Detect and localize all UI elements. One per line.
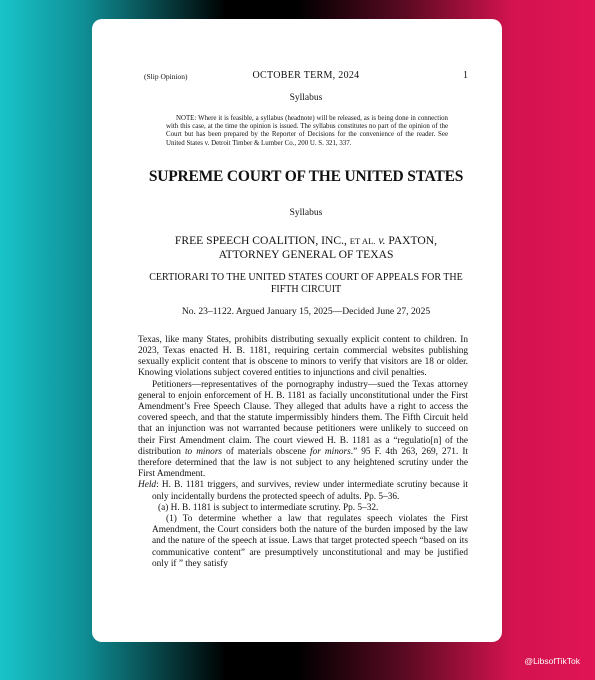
page-number: 1 — [463, 70, 468, 81]
slip-opinion-label: (Slip Opinion) — [144, 72, 188, 81]
respondent-title: ATTORNEY GENERAL OF TEXAS — [218, 247, 394, 261]
procedural-text-1: Petitioners—representatives of the pornography industry—sued the Texas attorney general to enjoin enforcement of H. B. 1181 as facially unconstitutional under the First Amendment’s Free Speech Clause. They alleged that adults have a right to access the covered speech, and that the statute impermissibly hinders them. The Fifth Circuit held that an injunction was not warranted because petitioners were unlikely to succeed on their First Amendment claim. The court viewed H. B. 1181 as a “regulatio[n] of the distribution — [138, 379, 468, 457]
source-handle: @LibsofTikTok — [524, 656, 580, 666]
certiorari-line: CERTIORARI TO THE UNITED STATES COURT OF APPEALS FOR THE FIFTH CIRCUIT — [149, 271, 463, 295]
docket-line: No. 23–1122. Argued January 15, 2025—Decided June 27, 2025 — [181, 305, 431, 317]
paragraph-procedural-history — [138, 380, 468, 481]
respondent-name: PAXTON, — [388, 233, 438, 247]
case-caption — [144, 234, 468, 262]
syllabus-heading-top: Syllabus — [289, 93, 323, 103]
paragraph-point-a: (a) H. B. 1181 is subject to intermediate scrutiny. Pp. 5–32. — [158, 502, 379, 513]
paragraph-facts: Texas, like many States, prohibits distributing sexually explicit content to children. In 2023, Texas enacted H. B. 1181, requiring certain commercial websites publishing sexually explicit content that is obscene to minors to verify that visitors are 18 or older. Knowing violations subject covered entities to injunctions and civil penalties. — [138, 334, 468, 379]
syllabus-heading: Syllabus — [289, 207, 323, 218]
running-header — [144, 69, 468, 83]
et-al: ET AL. — [349, 235, 376, 246]
procedural-text-3: .” 95 F. 4th 263, 269, 271. It therefore determined that the law is not subject to any heightened scrutiny under the First Amendment. — [138, 446, 468, 480]
procedural-italic-2: for minors — [310, 446, 351, 457]
procedural-text-2: of materials obscene — [222, 446, 311, 457]
held-text: : H. B. 1181 triggers, and survives, review under intermediate scrutiny because it only incidentally burdens the protected speech of adults. Pp. 5–36. — [152, 480, 468, 502]
paragraph-held — [138, 480, 468, 502]
reporter-note-text: NOTE: Where it is feasible, a syllabus (headnote) will be released, as is being done in connection with this case, at the time the opinion is issued. The syllabus constitutes no part of the opinion of the Court but has been prepared by the Reporter of Decisions for the convenience of the reader. See United States v. Detroit Timber & Lumber Co., 200 U. S. 321, 337. — [166, 115, 448, 147]
procedural-italic-1: to minors — [184, 446, 223, 457]
versus: v. — [378, 233, 386, 247]
court-name: SUPREME COURT OF THE UNITED STATES — [148, 167, 464, 185]
term-label: OCTOBER TERM, 2024 — [252, 70, 360, 81]
petitioner-name: FREE SPEECH COALITION, INC., — [174, 233, 347, 247]
paragraph-point-1: (1) To determine whether a law that regulates speech violates the First Amendment, the Court considers both the nature of the burden imposed by the law and the nature of the speech at issue. Laws that target protected speech “based on its communicative content” are presumptively unconstitutional and may be justified only if ” they satisfy — [152, 514, 468, 569]
reporter-note — [166, 115, 448, 148]
slip-opinion-page — [92, 19, 502, 642]
syllabus-body — [138, 335, 468, 570]
held-label: Held — [138, 480, 157, 491]
